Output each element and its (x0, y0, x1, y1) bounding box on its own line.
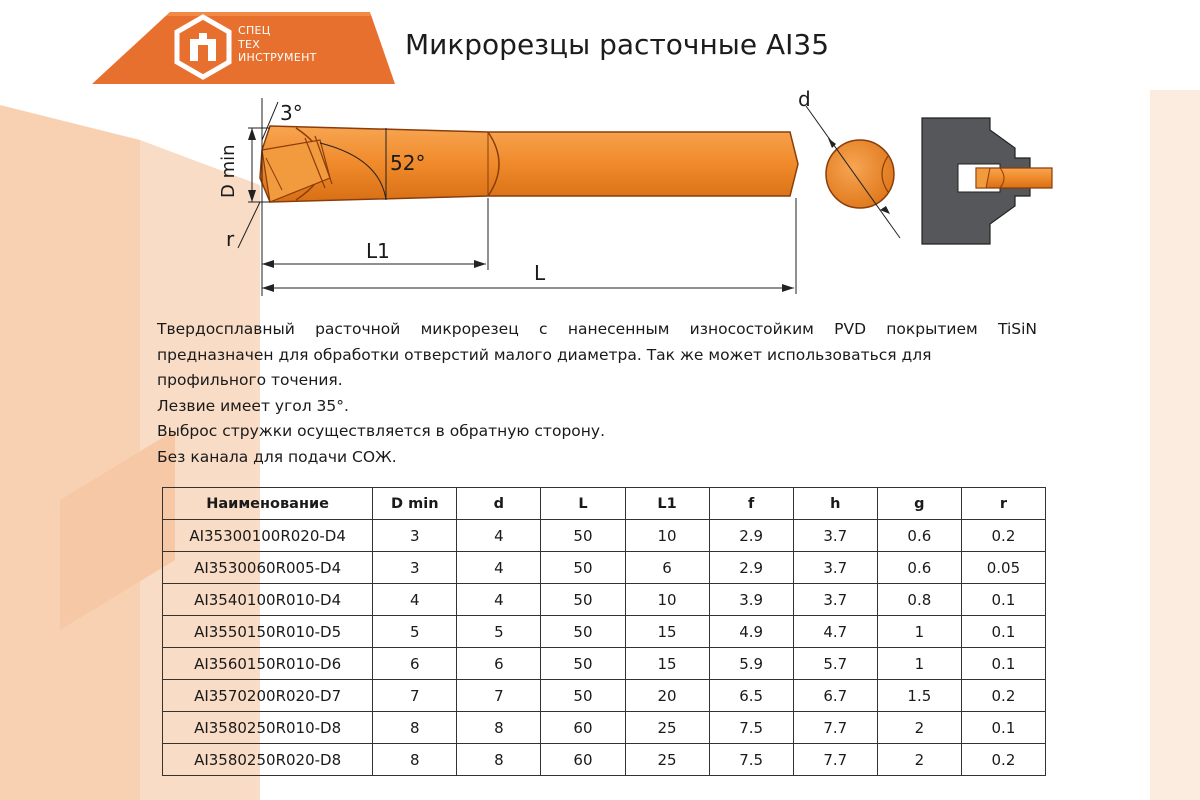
cell-d-min: 4 (373, 584, 457, 616)
cell-l: 50 (541, 584, 625, 616)
page-title: Микрорезцы расточные AI35 (405, 28, 830, 61)
cell-h: 5.7 (793, 648, 877, 680)
cell-g: 0.6 (877, 552, 961, 584)
cell-name: AI3530060R005-D4 (163, 552, 373, 584)
cell-name: AI3560150R010-D6 (163, 648, 373, 680)
cell-h: 3.7 (793, 584, 877, 616)
cell-g: 2 (877, 744, 961, 776)
cell-r: 0.1 (961, 648, 1045, 680)
cell-g: 0.8 (877, 584, 961, 616)
tool-side-view (260, 126, 798, 202)
cell-l1: 10 (625, 584, 709, 616)
cell-r: 0.2 (961, 680, 1045, 712)
description (157, 317, 1037, 470)
cell-f: 3.9 (709, 584, 793, 616)
cell-d: 7 (457, 680, 541, 712)
cell-d-min: 8 (373, 744, 457, 776)
cell-l1: 15 (625, 616, 709, 648)
cell-name: AI3580250R020-D8 (163, 744, 373, 776)
cell-l1: 10 (625, 520, 709, 552)
cell-l: 60 (541, 712, 625, 744)
logo-line-2: ТЕХ (238, 37, 261, 51)
cell-f: 5.9 (709, 648, 793, 680)
cell-l: 50 (541, 680, 625, 712)
logo-line-3: ИНСТРУМЕНТ (238, 51, 317, 64)
cell-f: 7.5 (709, 712, 793, 744)
label-l1: L1 (366, 239, 390, 263)
cell-l: 50 (541, 648, 625, 680)
cell-l1: 25 (625, 712, 709, 744)
cell-f: 4.9 (709, 616, 793, 648)
cell-name: AI35300100R020-D4 (163, 520, 373, 552)
header-r: r (961, 488, 1045, 520)
header-h: h (793, 488, 877, 520)
description-line-4: Лезвие имеет угол 35°. (157, 396, 349, 415)
holder-illustration (922, 118, 1052, 244)
tool-diagram (200, 88, 1070, 300)
cell-r: 0.1 (961, 616, 1045, 648)
table-row (163, 680, 1046, 712)
cell-h: 6.7 (793, 680, 877, 712)
cell-d-min: 3 (373, 520, 457, 552)
cell-name: AI3580250R010-D8 (163, 712, 373, 744)
cell-d-min: 5 (373, 616, 457, 648)
label-radius: r (226, 227, 235, 251)
cell-g: 2 (877, 712, 961, 744)
label-angle-edge: 52° (390, 151, 426, 175)
cell-l: 50 (541, 616, 625, 648)
cell-d: 4 (457, 552, 541, 584)
cell-d: 6 (457, 648, 541, 680)
cell-d: 8 (457, 712, 541, 744)
tool-cross-section (806, 106, 900, 238)
cell-d-min: 7 (373, 680, 457, 712)
table-header-row (163, 488, 1046, 520)
cell-g: 0.6 (877, 520, 961, 552)
cell-d: 8 (457, 744, 541, 776)
logo-text (238, 24, 317, 65)
description-line-2: предназначен для обработки отверстий малого диаметра. Так же может использоваться для (157, 345, 932, 364)
cell-h: 3.7 (793, 520, 877, 552)
cell-d-min: 8 (373, 712, 457, 744)
label-l: L (534, 261, 546, 285)
table-row (163, 712, 1046, 744)
cell-l1: 15 (625, 648, 709, 680)
header-g: g (877, 488, 961, 520)
cell-l1: 25 (625, 744, 709, 776)
cell-h: 3.7 (793, 552, 877, 584)
cell-f: 7.5 (709, 744, 793, 776)
cell-name: AI3570200R020-D7 (163, 680, 373, 712)
table-row (163, 648, 1046, 680)
cell-name: AI3540100R010-D4 (163, 584, 373, 616)
cell-r: 0.2 (961, 520, 1045, 552)
cell-l1: 20 (625, 680, 709, 712)
cell-d: 4 (457, 520, 541, 552)
description-line-1: Твердосплавный расточной микрорезец с нанесенным износостойким PVD покрытием TiSiN (157, 320, 1037, 338)
description-line-5: Выброс стружки осуществляется в обратную сторону. (157, 422, 606, 440)
cell-l: 50 (541, 552, 625, 584)
table-row (163, 520, 1046, 552)
cell-f: 2.9 (709, 520, 793, 552)
cell-h: 4.7 (793, 616, 877, 648)
cell-h: 7.7 (793, 744, 877, 776)
description-line-3: профильного точения. (157, 371, 343, 389)
cell-g: 1.5 (877, 680, 961, 712)
cell-l: 60 (541, 744, 625, 776)
header-l1: L1 (625, 488, 709, 520)
table-row (163, 584, 1046, 616)
cell-d-min: 6 (373, 648, 457, 680)
cell-d: 4 (457, 584, 541, 616)
cell-g: 1 (877, 648, 961, 680)
cell-r: 0.2 (961, 744, 1045, 776)
table-row (163, 552, 1046, 584)
cell-f: 2.9 (709, 552, 793, 584)
cell-g: 1 (877, 616, 961, 648)
cell-l1: 6 (625, 552, 709, 584)
spec-table (162, 487, 1046, 776)
header-name: Наименование (163, 488, 373, 520)
header-d-min: D min (373, 488, 457, 520)
cell-d: 5 (457, 616, 541, 648)
cell-d-min: 3 (373, 552, 457, 584)
cell-r: 0.1 (961, 584, 1045, 616)
cell-r: 0.05 (961, 552, 1045, 584)
cell-f: 6.5 (709, 680, 793, 712)
header-f: f (709, 488, 793, 520)
logo-line-1: СПЕЦ (238, 24, 271, 37)
cell-l: 50 (541, 520, 625, 552)
header-l: L (541, 488, 625, 520)
label-angle-tip: 3° (280, 101, 303, 125)
cell-r: 0.1 (961, 712, 1045, 744)
header-d: d (457, 488, 541, 520)
table-row (163, 616, 1046, 648)
cell-h: 7.7 (793, 712, 877, 744)
description-line-6: Без канала для подачи СОЖ. (157, 447, 397, 466)
cell-name: AI3550150R010-D5 (163, 616, 373, 648)
label-diameter: d (798, 88, 811, 111)
table-row (163, 744, 1046, 776)
label-d-min: D min (218, 144, 239, 198)
